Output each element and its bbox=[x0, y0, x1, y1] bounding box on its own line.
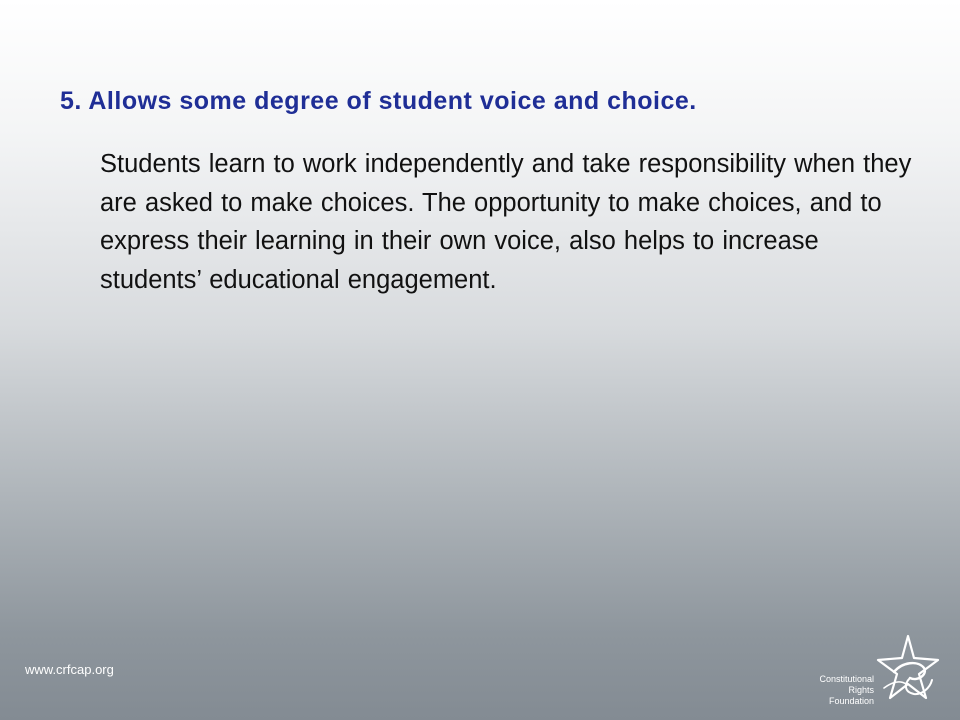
logo-text bbox=[812, 674, 874, 707]
footer-url: www.crfcap.org bbox=[25, 662, 114, 677]
constitutional-rights-foundation-logo bbox=[812, 632, 942, 712]
logo-line-constitutional: Constitutional bbox=[819, 674, 874, 684]
slide-body-text: Students learn to work independently and take responsibility when they are asked to make choices. The opportunity to make choices, and to express their learning in their own voice, also helps to increase students’ educational engagement. bbox=[100, 150, 912, 294]
logo-line-foundation: Foundation bbox=[828, 696, 874, 706]
slide-heading: 5. Allows some degree of student voice and choice. bbox=[60, 87, 697, 115]
logo-line-rights: Rights bbox=[848, 685, 874, 695]
star-swirl-icon bbox=[874, 632, 942, 710]
